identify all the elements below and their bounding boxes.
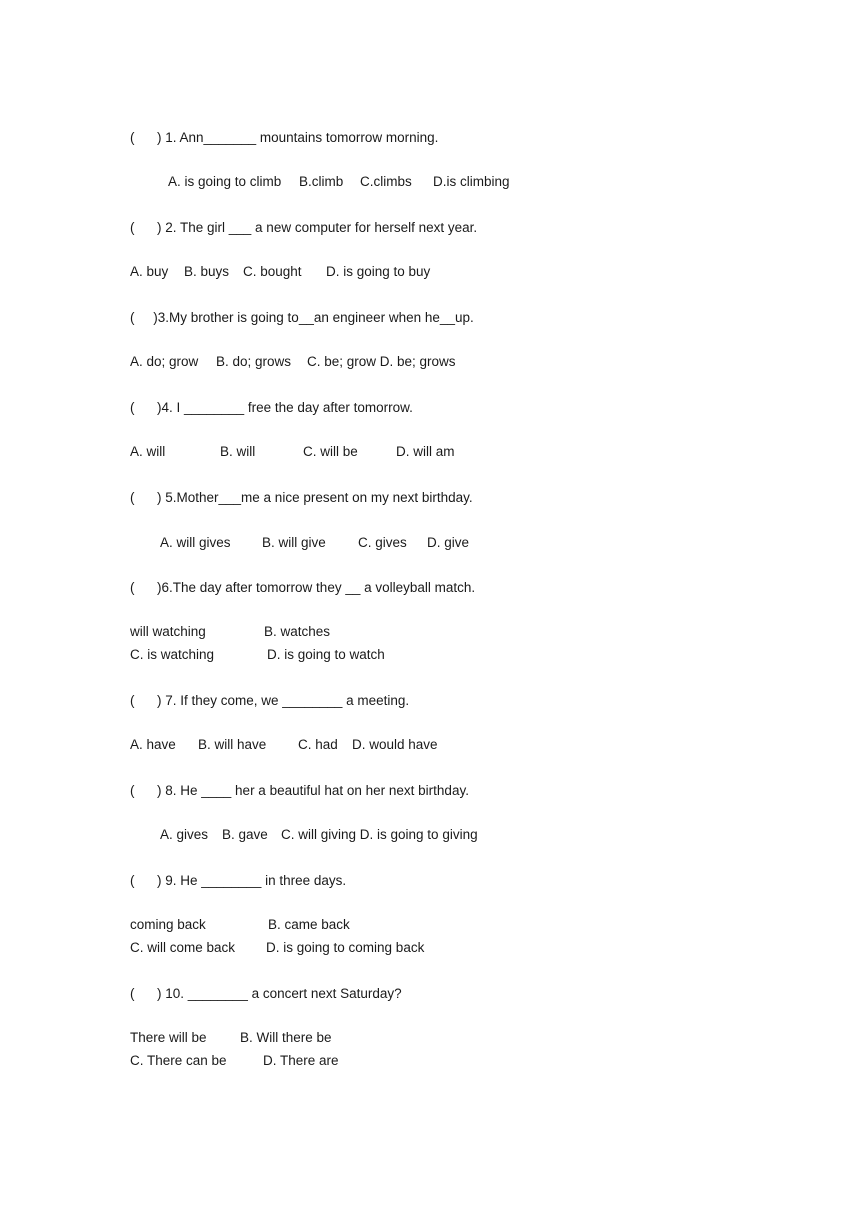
question-6-stem: ( )6.The day after tomorrow they __ a volleyball match. (130, 580, 476, 595)
question-1-option-b: B.climb (299, 174, 344, 189)
question-10-option-b: B. Will there be (240, 1030, 332, 1045)
question-3-stem: ( )3.My brother is going to__an engineer when he__up. (130, 310, 474, 325)
question-5-option-a: A. will gives (160, 535, 231, 550)
question-2-option-a: A. buy (130, 264, 169, 279)
question-7-option-c: C. had (298, 737, 338, 752)
question-1-option-d: D.is climbing (433, 174, 510, 189)
question-5-stem: ( ) 5.Mother___me a nice present on my next birthday. (130, 490, 473, 505)
question-6-option-a: will watching (130, 624, 206, 639)
question-9-option-c: C. will come back (130, 940, 236, 955)
question-3-option-cd: C. be; grow D. be; grows (307, 354, 456, 369)
question-7-option-d: D. would have (352, 737, 438, 752)
question-1-option-a: A. is going to climb (168, 174, 282, 189)
question-8-stem: ( ) 8. He ____ her a beautiful hat on her next birthday. (130, 783, 469, 798)
question-6-option-c: C. is watching (130, 647, 215, 662)
question-9-option-d: D. is going to coming back (266, 940, 425, 955)
question-10-option-d: D. There are (263, 1053, 339, 1068)
question-5-option-b: B. will give (262, 535, 326, 550)
question-3-option-b: B. do; grows (216, 354, 292, 369)
question-10-option-a: There will be (130, 1030, 207, 1045)
question-1-stem: ( ) 1. Ann_______ mountains tomorrow morning. (130, 130, 439, 145)
question-6-option-b: B. watches (264, 624, 331, 639)
question-5-option-c: C. gives (358, 535, 407, 550)
question-7-option-b: B. will have (198, 737, 267, 752)
question-2-stem: ( ) 2. The girl ___ a new computer for herself next year. (130, 220, 478, 235)
question-1-option-c: C.climbs (360, 174, 412, 189)
question-5-option-d: D. give (427, 535, 470, 550)
question-4-option-a: A. will (130, 444, 166, 459)
question-10-option-c: C. There can be (130, 1053, 227, 1068)
question-2-option-d: D. is going to buy (326, 264, 431, 279)
question-8-option-a: A. gives (160, 827, 209, 842)
question-4-option-c: C. will be (303, 444, 358, 459)
question-4-option-b: B. will (220, 444, 256, 459)
question-7-option-a: A. have (130, 737, 176, 752)
question-2-option-b: B. buys (184, 264, 230, 279)
question-8-option-cd: C. will giving D. is going to giving (281, 827, 478, 842)
question-9-option-a: coming back (130, 917, 206, 932)
question-8-option-b: B. gave (222, 827, 268, 842)
question-9-stem: ( ) 9. He ________ in three days. (130, 873, 347, 888)
question-6-option-d: D. is going to watch (267, 647, 385, 662)
question-10-stem: ( ) 10. ________ a concert next Saturday? (130, 986, 402, 1001)
question-4-stem: ( )4. I ________ free the day after tomorrow. (130, 400, 413, 415)
question-2-option-c: C. bought (243, 264, 302, 279)
question-9-option-b: B. came back (268, 917, 350, 932)
question-4-option-d: D. will am (396, 444, 455, 459)
question-7-stem: ( ) 7. If they come, we ________ a meeting. (130, 693, 410, 708)
question-3-option-a: A. do; grow (130, 354, 199, 369)
